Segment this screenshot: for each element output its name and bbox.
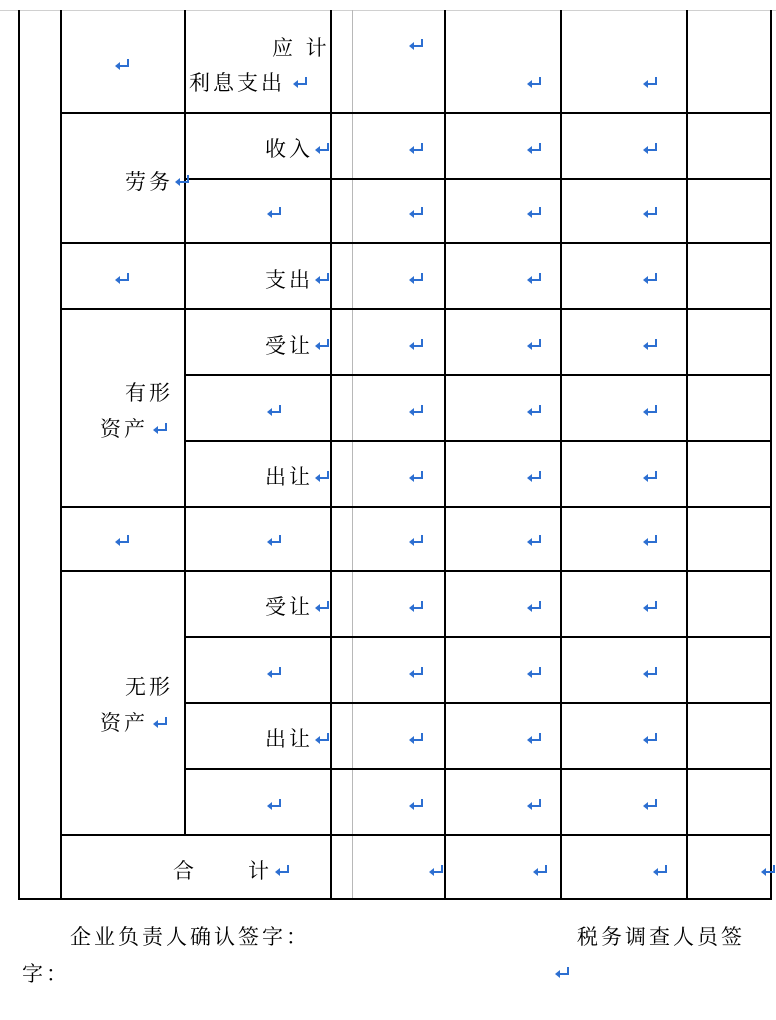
- return-arrow-icon: [526, 142, 543, 155]
- row-border: [60, 834, 772, 836]
- return-arrow-icon: [642, 732, 659, 745]
- return-arrow-icon: [526, 666, 543, 679]
- return-arrow-icon: [314, 600, 331, 613]
- table-border-right: [770, 10, 772, 900]
- table-border-col5: [560, 10, 562, 900]
- return-arrow-icon: [408, 338, 425, 351]
- table-border-col6: [686, 10, 688, 900]
- tangible-receive-label: 受让: [265, 334, 313, 358]
- return-arrow-icon: [408, 534, 425, 547]
- tangible-transfer-label: 出让: [265, 465, 313, 489]
- return-arrow-icon: [642, 470, 659, 483]
- return-arrow-icon: [408, 272, 425, 285]
- row-border: [60, 308, 772, 310]
- return-arrow-icon: [642, 798, 659, 811]
- interest-label-line2: 利息支出: [189, 71, 285, 95]
- total-label-right: 计: [248, 859, 272, 883]
- intangible-receive-label: 受让: [265, 595, 313, 619]
- return-arrow-icon: [428, 864, 445, 877]
- return-arrow-icon: [152, 716, 169, 729]
- footer-investigator-signature-label-cont: 字：: [22, 962, 70, 986]
- row-border: [184, 374, 772, 376]
- return-arrow-icon: [642, 76, 659, 89]
- intangible-group-label-line1: 无形: [125, 675, 173, 699]
- table-border-col4: [444, 10, 446, 900]
- return-arrow-icon: [408, 206, 425, 219]
- return-arrow-icon: [314, 142, 331, 155]
- return-arrow-icon: [526, 338, 543, 351]
- return-arrow-icon: [266, 534, 283, 547]
- return-arrow-icon: [526, 798, 543, 811]
- return-arrow-icon: [642, 272, 659, 285]
- page-top-rule: [0, 10, 776, 11]
- return-arrow-icon: [526, 76, 543, 89]
- labor-group-label: 劳务: [125, 170, 173, 194]
- expense-label: 支出: [265, 268, 313, 292]
- return-arrow-icon: [642, 404, 659, 417]
- return-arrow-icon: [526, 732, 543, 745]
- return-arrow-icon: [266, 206, 283, 219]
- return-arrow-icon: [114, 272, 131, 285]
- row-border: [60, 506, 772, 508]
- return-arrow-icon: [532, 864, 549, 877]
- row-border: [184, 702, 772, 704]
- footer-investigator-signature-label: 税务调查人员签: [577, 925, 745, 949]
- return-arrow-icon: [652, 864, 669, 877]
- return-arrow-icon: [554, 966, 571, 979]
- table-grey-col: [352, 10, 353, 900]
- table-border-bottom: [18, 898, 772, 900]
- return-arrow-icon: [526, 404, 543, 417]
- table-border-col2: [184, 10, 186, 836]
- return-arrow-icon: [408, 732, 425, 745]
- return-arrow-icon: [314, 732, 331, 745]
- row-border: [60, 570, 772, 572]
- tangible-group-label-line1: 有形: [125, 381, 173, 405]
- interest-label-line1: 应 计: [272, 36, 330, 60]
- return-arrow-icon: [642, 666, 659, 679]
- return-arrow-icon: [642, 338, 659, 351]
- return-arrow-icon: [408, 600, 425, 613]
- return-arrow-icon: [114, 58, 131, 71]
- total-label-left: 合: [173, 859, 197, 883]
- return-arrow-icon: [292, 76, 309, 89]
- return-arrow-icon: [266, 404, 283, 417]
- return-arrow-icon: [760, 864, 776, 877]
- return-arrow-icon: [274, 864, 291, 877]
- row-border: [184, 440, 772, 442]
- row-border: [60, 242, 772, 244]
- return-arrow-icon: [526, 206, 543, 219]
- return-arrow-icon: [642, 142, 659, 155]
- return-arrow-icon: [266, 798, 283, 811]
- return-arrow-icon: [314, 272, 331, 285]
- return-arrow-icon: [114, 534, 131, 547]
- return-arrow-icon: [526, 272, 543, 285]
- table-border-left: [18, 10, 20, 900]
- return-arrow-icon: [408, 38, 425, 51]
- intangible-group-label-line2: 资产: [100, 711, 148, 735]
- footer-company-signature-label: 企业负责人确认签字：: [70, 925, 310, 949]
- return-arrow-icon: [314, 338, 331, 351]
- row-border: [184, 636, 772, 638]
- return-arrow-icon: [408, 470, 425, 483]
- return-arrow-icon: [642, 534, 659, 547]
- return-arrow-icon: [642, 206, 659, 219]
- return-arrow-icon: [526, 470, 543, 483]
- intangible-transfer-label: 出让: [265, 727, 313, 751]
- row-border: [184, 768, 772, 770]
- return-arrow-icon: [266, 666, 283, 679]
- return-arrow-icon: [526, 600, 543, 613]
- return-arrow-icon: [642, 600, 659, 613]
- return-arrow-icon: [174, 174, 191, 187]
- row-border: [184, 178, 772, 180]
- return-arrow-icon: [408, 404, 425, 417]
- table-border-col1: [60, 10, 62, 900]
- tangible-group-label-line2: 资产: [100, 417, 148, 441]
- return-arrow-icon: [314, 470, 331, 483]
- row-border: [60, 112, 772, 114]
- labor-income-label: 收入: [265, 137, 313, 161]
- return-arrow-icon: [526, 534, 543, 547]
- return-arrow-icon: [152, 422, 169, 435]
- return-arrow-icon: [408, 142, 425, 155]
- return-arrow-icon: [408, 666, 425, 679]
- return-arrow-icon: [408, 798, 425, 811]
